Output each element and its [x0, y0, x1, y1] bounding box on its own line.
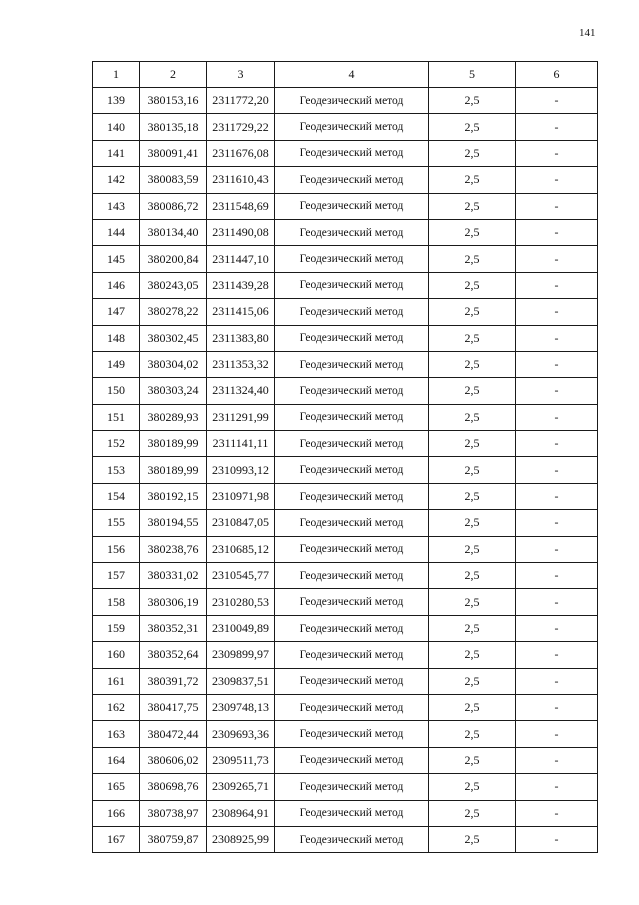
- x-coordinate-cell: 380302,45: [140, 325, 207, 351]
- table-row: [93, 483, 598, 509]
- accuracy-cell: 2,5: [429, 378, 516, 404]
- table-row: [93, 193, 598, 219]
- note-cell: -: [516, 826, 598, 852]
- point-number-cell: 143: [93, 193, 140, 219]
- note-cell: -: [516, 140, 598, 166]
- y-coordinate-cell: 2311324,40: [207, 378, 275, 404]
- x-coordinate-cell: 380189,99: [140, 431, 207, 457]
- method-cell: Геодезический метод: [275, 351, 429, 377]
- x-coordinate-cell: 380091,41: [140, 140, 207, 166]
- point-number-cell: 162: [93, 694, 140, 720]
- note-cell: -: [516, 351, 598, 377]
- method-cell: Геодезический метод: [275, 774, 429, 800]
- table-row: [93, 642, 598, 668]
- accuracy-cell: 2,5: [429, 668, 516, 694]
- point-number-cell: 151: [93, 404, 140, 430]
- point-number-cell: 150: [93, 378, 140, 404]
- point-number-cell: 144: [93, 219, 140, 245]
- x-coordinate-cell: 380189,99: [140, 457, 207, 483]
- method-cell: Геодезический метод: [275, 140, 429, 166]
- accuracy-cell: 2,5: [429, 774, 516, 800]
- note-cell: -: [516, 510, 598, 536]
- method-cell: Геодезический метод: [275, 272, 429, 298]
- note-cell: -: [516, 589, 598, 615]
- y-coordinate-cell: 2308964,91: [207, 800, 275, 826]
- accuracy-cell: 2,5: [429, 351, 516, 377]
- point-number-cell: 167: [93, 826, 140, 852]
- x-coordinate-cell: 380698,76: [140, 774, 207, 800]
- table-row: [93, 536, 598, 562]
- table-row: [93, 800, 598, 826]
- accuracy-cell: 2,5: [429, 219, 516, 245]
- accuracy-cell: 2,5: [429, 483, 516, 509]
- point-number-cell: 159: [93, 615, 140, 641]
- note-cell: -: [516, 615, 598, 641]
- table-header-row: [93, 62, 598, 88]
- table-row: [93, 167, 598, 193]
- point-number-cell: 140: [93, 114, 140, 140]
- point-number-cell: 141: [93, 140, 140, 166]
- method-cell: Геодезический метод: [275, 457, 429, 483]
- accuracy-cell: 2,5: [429, 721, 516, 747]
- point-number-cell: 145: [93, 246, 140, 272]
- accuracy-cell: 2,5: [429, 510, 516, 536]
- accuracy-cell: 2,5: [429, 114, 516, 140]
- coordinates-table: [92, 61, 598, 853]
- column-header-4: 4: [275, 62, 429, 88]
- y-coordinate-cell: 2311447,10: [207, 246, 275, 272]
- point-number-cell: 152: [93, 431, 140, 457]
- point-number-cell: 139: [93, 88, 140, 114]
- table-row: [93, 431, 598, 457]
- x-coordinate-cell: 380278,22: [140, 299, 207, 325]
- x-coordinate-cell: 380134,40: [140, 219, 207, 245]
- point-number-cell: 153: [93, 457, 140, 483]
- accuracy-cell: 2,5: [429, 615, 516, 641]
- table-row: [93, 668, 598, 694]
- point-number-cell: 158: [93, 589, 140, 615]
- table-row: [93, 563, 598, 589]
- table-row: [93, 378, 598, 404]
- table-row: [93, 774, 598, 800]
- method-cell: Геодезический метод: [275, 246, 429, 272]
- x-coordinate-cell: 380417,75: [140, 694, 207, 720]
- accuracy-cell: 2,5: [429, 246, 516, 272]
- point-number-cell: 148: [93, 325, 140, 351]
- y-coordinate-cell: 2310993,12: [207, 457, 275, 483]
- table-body: [93, 88, 598, 853]
- accuracy-cell: 2,5: [429, 747, 516, 773]
- note-cell: -: [516, 483, 598, 509]
- table-row: [93, 114, 598, 140]
- y-coordinate-cell: 2310049,89: [207, 615, 275, 641]
- x-coordinate-cell: 380759,87: [140, 826, 207, 852]
- column-header-6: 6: [516, 62, 598, 88]
- y-coordinate-cell: 2311729,22: [207, 114, 275, 140]
- note-cell: -: [516, 721, 598, 747]
- point-number-cell: 163: [93, 721, 140, 747]
- column-header-3: 3: [207, 62, 275, 88]
- y-coordinate-cell: 2311383,80: [207, 325, 275, 351]
- accuracy-cell: 2,5: [429, 826, 516, 852]
- table-row: [93, 615, 598, 641]
- method-cell: Геодезический метод: [275, 589, 429, 615]
- y-coordinate-cell: 2309265,71: [207, 774, 275, 800]
- method-cell: Геодезический метод: [275, 193, 429, 219]
- method-cell: Геодезический метод: [275, 483, 429, 509]
- x-coordinate-cell: 380391,72: [140, 668, 207, 694]
- note-cell: -: [516, 219, 598, 245]
- note-cell: -: [516, 88, 598, 114]
- x-coordinate-cell: 380738,97: [140, 800, 207, 826]
- table-row: [93, 510, 598, 536]
- y-coordinate-cell: 2309748,13: [207, 694, 275, 720]
- note-cell: -: [516, 694, 598, 720]
- y-coordinate-cell: 2311610,43: [207, 167, 275, 193]
- y-coordinate-cell: 2308925,99: [207, 826, 275, 852]
- y-coordinate-cell: 2310545,77: [207, 563, 275, 589]
- note-cell: -: [516, 272, 598, 298]
- column-header-2: 2: [140, 62, 207, 88]
- x-coordinate-cell: 380192,15: [140, 483, 207, 509]
- note-cell: -: [516, 193, 598, 219]
- method-cell: Геодезический метод: [275, 299, 429, 325]
- accuracy-cell: 2,5: [429, 694, 516, 720]
- accuracy-cell: 2,5: [429, 299, 516, 325]
- x-coordinate-cell: 380083,59: [140, 167, 207, 193]
- point-number-cell: 155: [93, 510, 140, 536]
- table-row: [93, 88, 598, 114]
- table-row: [93, 272, 598, 298]
- method-cell: Геодезический метод: [275, 114, 429, 140]
- note-cell: -: [516, 774, 598, 800]
- note-cell: -: [516, 457, 598, 483]
- y-coordinate-cell: 2310685,12: [207, 536, 275, 562]
- point-number-cell: 165: [93, 774, 140, 800]
- table-row: [93, 826, 598, 852]
- y-coordinate-cell: 2310280,53: [207, 589, 275, 615]
- accuracy-cell: 2,5: [429, 272, 516, 298]
- method-cell: Геодезический метод: [275, 721, 429, 747]
- table-row: [93, 589, 598, 615]
- table-row: [93, 457, 598, 483]
- table-row: [93, 299, 598, 325]
- point-number-cell: 157: [93, 563, 140, 589]
- method-cell: Геодезический метод: [275, 642, 429, 668]
- point-number-cell: 161: [93, 668, 140, 694]
- method-cell: Геодезический метод: [275, 431, 429, 457]
- x-coordinate-cell: 380153,16: [140, 88, 207, 114]
- point-number-cell: 149: [93, 351, 140, 377]
- point-number-cell: 147: [93, 299, 140, 325]
- accuracy-cell: 2,5: [429, 536, 516, 562]
- y-coordinate-cell: 2309511,73: [207, 747, 275, 773]
- x-coordinate-cell: 380472,44: [140, 721, 207, 747]
- x-coordinate-cell: 380243,05: [140, 272, 207, 298]
- point-number-cell: 160: [93, 642, 140, 668]
- column-header-5: 5: [429, 62, 516, 88]
- accuracy-cell: 2,5: [429, 457, 516, 483]
- note-cell: -: [516, 378, 598, 404]
- y-coordinate-cell: 2311548,69: [207, 193, 275, 219]
- method-cell: Геодезический метод: [275, 615, 429, 641]
- method-cell: Геодезический метод: [275, 536, 429, 562]
- y-coordinate-cell: 2311772,20: [207, 88, 275, 114]
- accuracy-cell: 2,5: [429, 800, 516, 826]
- y-coordinate-cell: 2311676,08: [207, 140, 275, 166]
- column-header-1: 1: [93, 62, 140, 88]
- table-row: [93, 219, 598, 245]
- table-row: [93, 351, 598, 377]
- x-coordinate-cell: 380200,84: [140, 246, 207, 272]
- accuracy-cell: 2,5: [429, 325, 516, 351]
- accuracy-cell: 2,5: [429, 140, 516, 166]
- x-coordinate-cell: 380304,02: [140, 351, 207, 377]
- page-number: 141: [579, 27, 596, 39]
- x-coordinate-cell: 380331,02: [140, 563, 207, 589]
- method-cell: Геодезический метод: [275, 88, 429, 114]
- point-number-cell: 156: [93, 536, 140, 562]
- accuracy-cell: 2,5: [429, 563, 516, 589]
- point-number-cell: 142: [93, 167, 140, 193]
- method-cell: Геодезический метод: [275, 747, 429, 773]
- accuracy-cell: 2,5: [429, 642, 516, 668]
- point-number-cell: 166: [93, 800, 140, 826]
- note-cell: -: [516, 246, 598, 272]
- method-cell: Геодезический метод: [275, 694, 429, 720]
- note-cell: -: [516, 563, 598, 589]
- x-coordinate-cell: 380194,55: [140, 510, 207, 536]
- point-number-cell: 154: [93, 483, 140, 509]
- method-cell: Геодезический метод: [275, 668, 429, 694]
- x-coordinate-cell: 380135,18: [140, 114, 207, 140]
- accuracy-cell: 2,5: [429, 431, 516, 457]
- accuracy-cell: 2,5: [429, 589, 516, 615]
- point-number-cell: 164: [93, 747, 140, 773]
- y-coordinate-cell: 2311141,11: [207, 431, 275, 457]
- note-cell: -: [516, 325, 598, 351]
- accuracy-cell: 2,5: [429, 167, 516, 193]
- table-row: [93, 694, 598, 720]
- method-cell: Геодезический метод: [275, 378, 429, 404]
- note-cell: -: [516, 642, 598, 668]
- method-cell: Геодезический метод: [275, 826, 429, 852]
- method-cell: Геодезический метод: [275, 800, 429, 826]
- note-cell: -: [516, 668, 598, 694]
- method-cell: Геодезический метод: [275, 219, 429, 245]
- table-row: [93, 404, 598, 430]
- note-cell: -: [516, 800, 598, 826]
- table-row: [93, 325, 598, 351]
- method-cell: Геодезический метод: [275, 510, 429, 536]
- y-coordinate-cell: 2311291,99: [207, 404, 275, 430]
- note-cell: -: [516, 536, 598, 562]
- table-row: [93, 721, 598, 747]
- x-coordinate-cell: 380306,19: [140, 589, 207, 615]
- x-coordinate-cell: 380289,93: [140, 404, 207, 430]
- note-cell: -: [516, 431, 598, 457]
- table-row: [93, 140, 598, 166]
- accuracy-cell: 2,5: [429, 404, 516, 430]
- y-coordinate-cell: 2309693,36: [207, 721, 275, 747]
- y-coordinate-cell: 2310847,05: [207, 510, 275, 536]
- method-cell: Геодезический метод: [275, 325, 429, 351]
- note-cell: -: [516, 167, 598, 193]
- y-coordinate-cell: 2309899,97: [207, 642, 275, 668]
- y-coordinate-cell: 2311353,32: [207, 351, 275, 377]
- point-number-cell: 146: [93, 272, 140, 298]
- y-coordinate-cell: 2311415,06: [207, 299, 275, 325]
- y-coordinate-cell: 2311439,28: [207, 272, 275, 298]
- method-cell: Геодезический метод: [275, 563, 429, 589]
- x-coordinate-cell: 380303,24: [140, 378, 207, 404]
- x-coordinate-cell: 380238,76: [140, 536, 207, 562]
- note-cell: -: [516, 747, 598, 773]
- method-cell: Геодезический метод: [275, 167, 429, 193]
- accuracy-cell: 2,5: [429, 88, 516, 114]
- y-coordinate-cell: 2310971,98: [207, 483, 275, 509]
- method-cell: Геодезический метод: [275, 404, 429, 430]
- x-coordinate-cell: 380606,02: [140, 747, 207, 773]
- accuracy-cell: 2,5: [429, 193, 516, 219]
- x-coordinate-cell: 380352,31: [140, 615, 207, 641]
- x-coordinate-cell: 380086,72: [140, 193, 207, 219]
- note-cell: -: [516, 114, 598, 140]
- note-cell: -: [516, 299, 598, 325]
- y-coordinate-cell: 2309837,51: [207, 668, 275, 694]
- y-coordinate-cell: 2311490,08: [207, 219, 275, 245]
- table-row: [93, 246, 598, 272]
- x-coordinate-cell: 380352,64: [140, 642, 207, 668]
- note-cell: -: [516, 404, 598, 430]
- table-row: [93, 747, 598, 773]
